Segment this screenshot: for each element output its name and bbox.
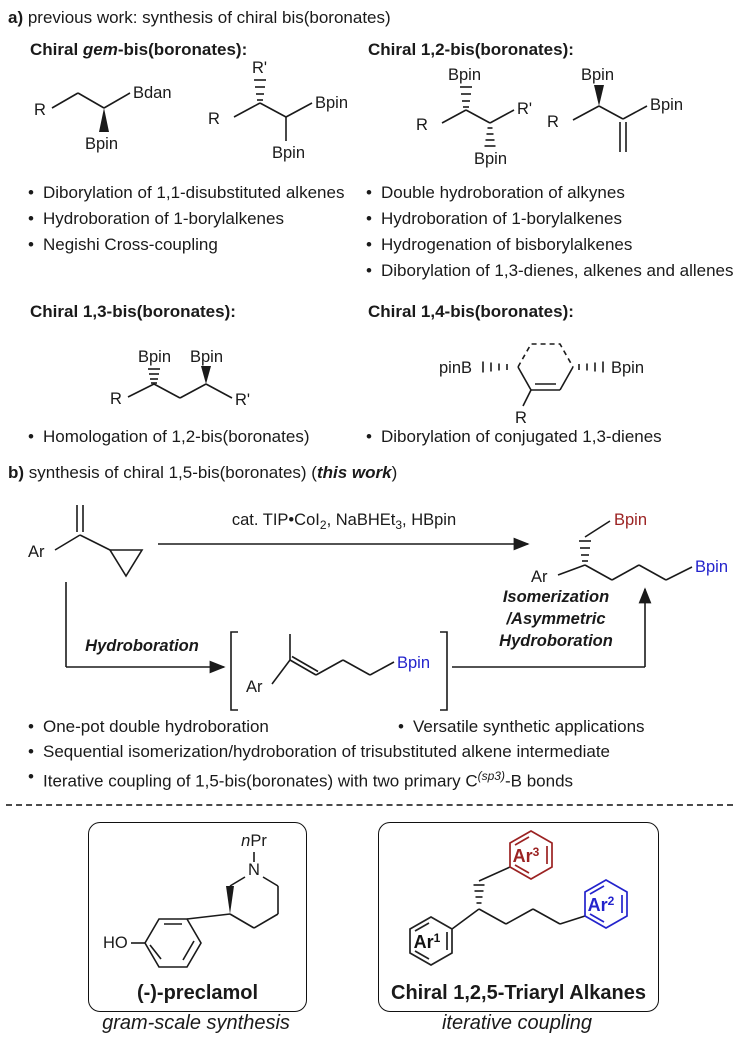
r-label: R — [208, 110, 220, 128]
bonds — [573, 106, 647, 152]
bpin-label-blue: Bpin — [397, 654, 431, 672]
atom-labels — [416, 66, 532, 168]
bullet-marker: • — [28, 209, 34, 228]
title-14-bisboronates: Chiral 1,4-bis(boronates): — [368, 302, 574, 321]
b-bullet-1 — [28, 714, 378, 739]
triaryl-caption: Chiral 1,2,5-Triaryl Alkanes — [391, 982, 646, 1004]
bullet-text: Sequential isomerization/hydroboration of trisubstituted alkene intermediate — [43, 742, 610, 761]
r-prime-label: R' — [517, 100, 533, 118]
ar3-text: Ar — [512, 846, 533, 866]
bullet-marker: • — [28, 767, 34, 786]
bullet-item — [28, 714, 378, 739]
product-bonds — [558, 521, 692, 580]
bullet-marker: • — [366, 183, 372, 202]
structure-13-bis — [98, 325, 313, 437]
gem-bullet-list — [28, 180, 363, 258]
bullet-text: Hydroboration of 1-borylalkenes — [381, 209, 622, 228]
bpin-label-red: Bpin — [614, 511, 648, 529]
isomerization-label — [499, 588, 613, 650]
nitrogen-label: N — [248, 861, 260, 879]
r-prime-label: R' — [252, 59, 268, 77]
bullet-marker: • — [366, 427, 372, 446]
atom-labels — [208, 59, 348, 162]
catalyst-conditions — [232, 511, 456, 532]
reaction-scheme — [0, 485, 739, 720]
preclamol-tagline: gram-scale synthesis — [102, 1012, 290, 1034]
14-bis-bullet-list — [366, 424, 738, 450]
bonds — [483, 344, 603, 406]
bullet-text: Hydrogenation of bisborylalkenes — [381, 235, 633, 254]
npr-rest: Pr — [250, 832, 267, 850]
bullet-marker: • — [28, 183, 34, 202]
isomerization-line: /Asymmetric — [506, 610, 606, 628]
section-a-header-text: previous work: synthesis of chiral bis(boronates) — [23, 8, 391, 27]
bullet-marker: • — [366, 235, 372, 254]
triaryl-tagline: iterative coupling — [441, 1012, 593, 1034]
ho-label: HO — [103, 934, 128, 952]
section-b-header — [8, 463, 397, 483]
ar2-text: Ar — [587, 895, 608, 915]
bpin-label: Bpin — [85, 135, 119, 153]
ar3-label — [513, 845, 540, 866]
hydroboration-label: Hydroboration — [85, 637, 199, 655]
b-bullet-2 — [398, 714, 728, 739]
bpin-label: Bpin — [581, 66, 615, 84]
wedge-bond — [201, 366, 211, 384]
ar2-superscript: 2 — [607, 894, 615, 908]
bpin-label: Bpin — [474, 150, 508, 168]
bullet-text: Versatile synthetic applications — [413, 717, 645, 736]
title-13-bisboronates: Chiral 1,3-bis(boronates): — [30, 302, 236, 321]
ar-label: Ar — [531, 568, 548, 586]
section-b-tag: b) — [8, 463, 25, 482]
ar3-superscript: 3 — [532, 845, 540, 859]
bullet-marker: • — [28, 717, 34, 736]
bpin-label: Bpin — [272, 144, 306, 162]
starting-material-bonds — [55, 505, 142, 576]
bullet-marker: • — [28, 235, 34, 254]
bullet-item — [28, 232, 363, 258]
bullet-item — [366, 232, 738, 258]
bracket-left — [231, 632, 238, 710]
ar1-text: Ar — [413, 932, 434, 952]
catalyst-part: , NaBHEt — [326, 511, 396, 529]
chain-bonds — [452, 867, 585, 929]
ar1-superscript: 1 — [433, 931, 441, 945]
r-label: R — [416, 116, 428, 134]
bullet-text: Negishi Cross-coupling — [43, 235, 218, 254]
bpin-label: Bpin — [650, 96, 684, 114]
title-12-bisboronates: Chiral 1,2-bis(boronates): — [368, 40, 574, 59]
preclamol-box — [88, 822, 307, 1012]
catalyst-subscript: 2 — [319, 518, 327, 532]
bullet-text-pre: Iterative coupling of 1,5-bis(boronates) with two primary C — [43, 771, 478, 791]
section-a-tag: a) — [8, 8, 24, 27]
bullet-text — [43, 764, 733, 794]
dashed-ring-top — [518, 344, 573, 367]
ar1-label — [414, 931, 441, 952]
bullet-item — [28, 764, 733, 794]
triaryl-box — [378, 822, 659, 1012]
atom-labels — [439, 359, 644, 427]
13-bis-bullet-list — [28, 424, 368, 450]
bullet-item — [366, 180, 738, 206]
intermediate-bonds — [272, 634, 394, 684]
bullet-item — [28, 739, 733, 764]
title-gem-pre: Chiral — [30, 40, 83, 59]
bdan-label: Bdan — [133, 84, 172, 102]
bullet-item — [28, 180, 363, 206]
ar-label: Ar — [246, 678, 263, 696]
bullet-item — [366, 424, 738, 450]
atom-labels — [110, 348, 250, 409]
structure-gem-bdan-bpin — [28, 62, 198, 157]
r-label: R — [515, 409, 527, 427]
npr-label — [241, 832, 267, 850]
structure-12-bis-a — [388, 58, 533, 188]
b-bullet-4 — [28, 764, 733, 794]
isomerization-line: Isomerization — [502, 588, 610, 606]
wedge-bond — [594, 85, 604, 106]
bullet-item — [28, 206, 363, 232]
catalyst-part: cat. TIP•CoI — [231, 511, 320, 529]
bullet-text: Diborylation of 1,1-disubstituted alkenes — [43, 183, 345, 202]
bullet-item — [366, 258, 738, 284]
b-bullet-3 — [28, 739, 733, 764]
r-label: R — [34, 101, 46, 119]
catalyst-subscript: 3 — [395, 518, 403, 532]
bonds — [128, 369, 232, 398]
bpin-label: Bpin — [315, 94, 349, 112]
section-b-header-text: synthesis of chiral 1,5-bis(boronates) ( — [24, 463, 317, 482]
dashed-divider — [6, 804, 733, 806]
this-work-label: this work — [316, 463, 392, 482]
bpin-label: Bpin — [190, 348, 224, 366]
bullet-text: Double hydroboration of alkynes — [381, 183, 625, 202]
bullet-item — [398, 714, 728, 739]
sp3-superscript: (sp3) — [477, 769, 505, 783]
ar-label: Ar — [28, 543, 45, 561]
bullet-item — [28, 424, 368, 450]
12-bis-bullet-list — [366, 180, 738, 284]
bpin-label-blue: Bpin — [695, 558, 729, 576]
bullet-text: Homologation of 1,2-bis(boronates) — [43, 427, 310, 446]
isomerization-line: Hydroboration — [499, 632, 613, 650]
bullet-marker: • — [366, 209, 372, 228]
triaryl-structure — [379, 825, 658, 977]
bullet-text: One-pot double hydroboration — [43, 717, 269, 736]
preclamol-structure — [89, 825, 306, 977]
structure-12-bis-b — [523, 58, 684, 193]
bullet-marker: • — [28, 427, 34, 446]
title-gem-italic: gem — [82, 40, 118, 59]
r-label: R — [547, 113, 559, 131]
atom-labels — [103, 832, 267, 952]
bracket-right — [440, 632, 447, 710]
bullet-marker: • — [398, 717, 404, 736]
r-label: R — [110, 390, 122, 408]
bonds — [234, 80, 312, 141]
bpin-label: Bpin — [448, 66, 482, 84]
starting-material-labels — [28, 543, 45, 561]
title-gem-post: -bis(boronates): — [117, 40, 248, 59]
bullet-text: Hydroboration of 1-borylalkenes — [43, 209, 284, 228]
r-prime-label: R' — [235, 391, 251, 409]
preclamol-caption: (-)-preclamol — [136, 982, 259, 1004]
bullet-item — [366, 206, 738, 232]
bullet-marker: • — [28, 742, 34, 761]
bonds — [442, 87, 514, 146]
section-b-header-close: ) — [391, 463, 398, 482]
wedge-bond — [99, 108, 109, 132]
bpin-label: Bpin — [611, 359, 645, 377]
section-a-header — [8, 8, 391, 28]
bullet-text-post: -B bonds — [504, 771, 574, 791]
bullet-marker: • — [366, 261, 372, 280]
structure-gem-dibpin — [202, 55, 350, 185]
bullet-text: Diborylation of conjugated 1,3-dienes — [381, 427, 662, 446]
catalyst-part: , HBpin — [402, 511, 457, 529]
bonds — [52, 93, 130, 108]
atom-labels — [547, 66, 683, 131]
ar2-label — [588, 894, 615, 915]
pinb-label: pinB — [439, 359, 473, 377]
wedge-bond — [226, 886, 234, 914]
bullet-text: Diborylation of 1,3-dienes, alkenes and allenes — [381, 261, 734, 280]
npr-italic-n: n — [241, 832, 251, 850]
bpin-label: Bpin — [138, 348, 172, 366]
intermediate-labels — [246, 654, 430, 696]
